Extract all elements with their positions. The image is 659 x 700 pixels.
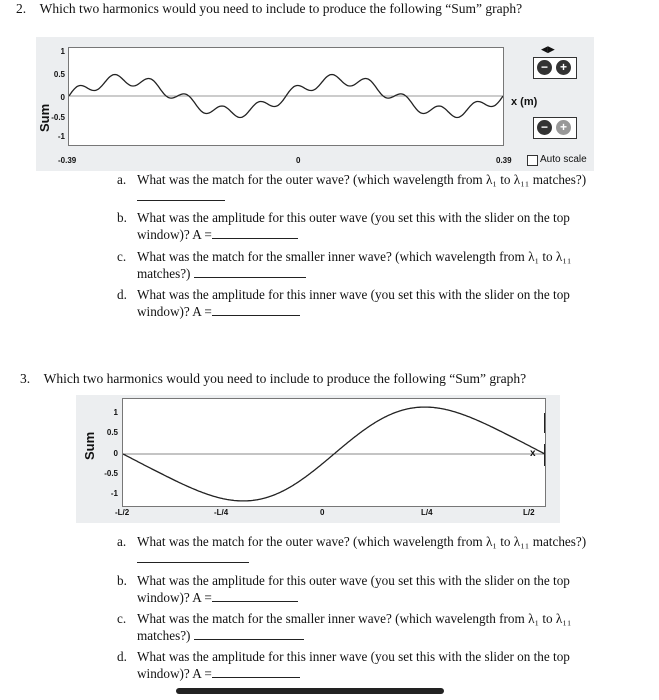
q3-plot-area xyxy=(122,398,546,507)
q2-item-c-text: What was the match for the smaller inner wave? (which wavelength from λ₁ to λ₁₁ matches?) xyxy=(137,249,572,281)
q3-x-tick-zero: 0 xyxy=(320,508,325,517)
q3-item-c-letter: c. xyxy=(117,611,127,626)
q2-y-axis-label: Sum xyxy=(37,103,52,132)
q2-zoom-in-button[interactable]: + xyxy=(556,60,571,75)
question-3-title: 3. Which two harmonics would you need to include to produce the following “Sum” graph? xyxy=(20,371,527,386)
q3-y-axis-label: Sum xyxy=(82,431,97,460)
q2-sum-wave xyxy=(69,48,503,145)
q2-x-axis-label: x (m) xyxy=(511,96,538,108)
q2-item-d xyxy=(117,286,617,320)
q3-item-d-letter: d. xyxy=(117,649,127,664)
q2-x-tick-right: 0.39 xyxy=(496,156,512,165)
q3-item-d xyxy=(117,648,617,682)
q2-item-d-text: What was the amplitude for this inner wave (you set this with the slider on the top window)? A = xyxy=(137,287,570,319)
q2-y-zoom-out-button[interactable]: − xyxy=(537,120,552,135)
q2-y-tick-neg0.5: -0.5 xyxy=(51,113,65,122)
q3-item-a-letter: a. xyxy=(117,534,127,549)
q3-sum-wave xyxy=(123,399,545,506)
q3-item-b-letter: b. xyxy=(117,573,127,588)
q3-x-axis-label: x xyxy=(530,448,536,459)
q2-y-tick-0.5: 0.5 xyxy=(53,70,65,79)
q3-x-tick-neg-quarter: -L/4 xyxy=(214,508,229,517)
q3-item-c-text: What was the match for the smaller inner wave? (which wavelength from λ₁ to λ₁₁ matches?) xyxy=(137,611,572,643)
q2-item-b xyxy=(117,209,617,243)
q2-y-tick-0: 0 xyxy=(60,93,65,102)
q2-y-tick-1: 1 xyxy=(60,47,65,56)
q2-pan-arrows-icon[interactable]: ◀▶ xyxy=(541,44,555,54)
q2-y-zoom-in-button[interactable]: + xyxy=(556,120,571,135)
q3-right-edge-marker xyxy=(544,444,545,466)
q2-item-d-answer-blank[interactable] xyxy=(212,304,300,316)
q3-item-a-answer-blank[interactable] xyxy=(137,551,249,563)
q3-y-tick-0: 0 xyxy=(113,449,118,458)
q2-item-c-letter: c. xyxy=(117,249,127,264)
q2-item-d-letter: d. xyxy=(117,287,127,302)
q3-item-c xyxy=(117,610,617,644)
q2-y-tick-neg1: -1 xyxy=(57,132,65,141)
q2-item-a xyxy=(117,171,617,205)
q3-top-edge-marker xyxy=(544,413,545,433)
q3-x-tick-quarter: L/4 xyxy=(421,508,433,517)
q2-x-tick-center: 0 xyxy=(296,156,301,165)
q3-item-b-answer-blank[interactable] xyxy=(212,590,298,602)
q3-item-b-text: What was the amplitude for this outer wave (you set this with the slider on the top window)? A = xyxy=(137,573,570,605)
q2-item-c xyxy=(117,248,617,282)
q3-y-tick-neg1: -1 xyxy=(110,489,118,498)
q3-item-d-text: What was the amplitude for this inner wave (you set this with the slider on the top window)? A = xyxy=(137,649,570,681)
q2-plot-area xyxy=(68,47,504,146)
q2-item-a-letter: a. xyxy=(117,172,127,187)
q3-item-c-answer-blank[interactable] xyxy=(194,628,304,640)
q2-item-c-answer-blank[interactable] xyxy=(194,266,306,278)
q3-x-tick-half: L/2 xyxy=(523,508,535,517)
q3-item-a xyxy=(117,533,617,567)
q3-item-a-text: What was the match for the outer wave? (which wavelength from λ₁ to λ₁₁ matches?) xyxy=(137,534,587,549)
q2-item-a-text: What was the match for the outer wave? (which wavelength from λ₁ to λ₁₁ matches?) xyxy=(137,172,587,187)
question-2-title: 2. Which two harmonics would you need to include to produce the following “Sum” graph? xyxy=(16,1,523,16)
q3-item-d-answer-blank[interactable] xyxy=(212,666,300,678)
q2-zoom-out-button[interactable]: − xyxy=(537,60,552,75)
q2-item-b-letter: b. xyxy=(117,210,127,225)
q2-item-b-text: What was the amplitude for this outer wave (you set this with the slider on the top window)? A = xyxy=(137,210,570,242)
q2-item-a-answer-blank[interactable] xyxy=(137,189,225,201)
auto-scale-label: Auto scale xyxy=(540,154,587,165)
q2-item-b-answer-blank[interactable] xyxy=(212,227,298,239)
q2-x-tick-left: -0.39 xyxy=(58,156,77,165)
q3-item-b xyxy=(117,572,617,606)
q3-y-tick-neg0.5: -0.5 xyxy=(104,469,118,478)
auto-scale-checkbox[interactable] xyxy=(527,155,538,166)
horizontal-scrollbar[interactable] xyxy=(176,688,444,694)
q3-y-tick-0.5: 0.5 xyxy=(106,428,118,437)
q3-y-tick-1: 1 xyxy=(113,408,118,417)
q3-x-tick-neg-half: -L/2 xyxy=(115,508,130,517)
